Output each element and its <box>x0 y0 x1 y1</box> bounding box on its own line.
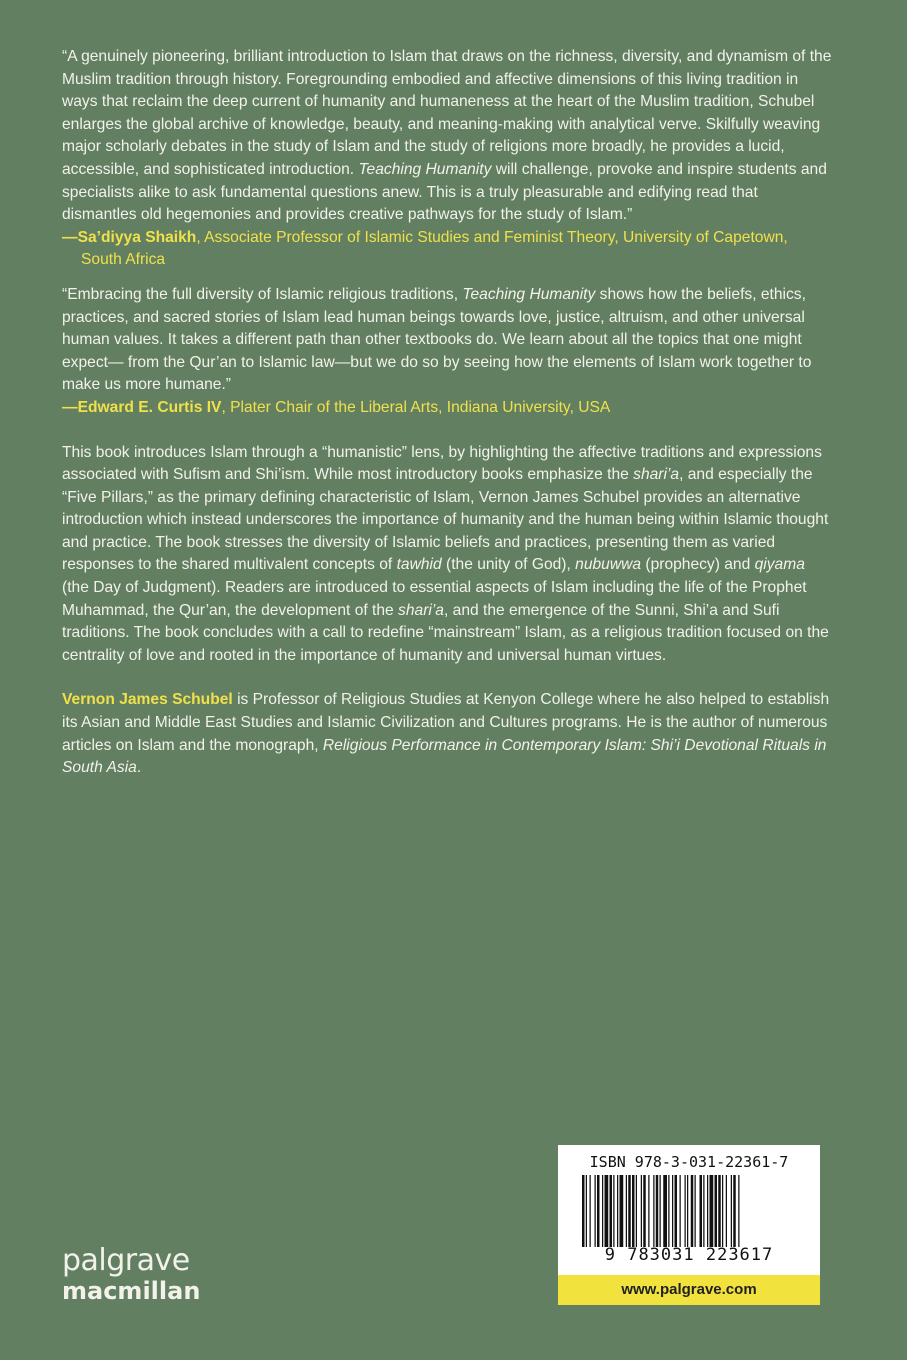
reviewer-name: —Sa’diyya Shaikh <box>62 228 197 246</box>
monograph-title: Religious Performance in Contemporary Islam: Shi’i Devotional Rituals in South Asia <box>62 736 827 777</box>
barcode-digits: 9 783031 223617 <box>604 1245 774 1265</box>
quote-1: “A genuinely pioneering, brilliant introduction to Islam that draws on the richness, diversity, and dynamism of the Muslim tradition through history. Foregrounding embodied and affective dimensions of this living tradition in ways that reclaim the deep current of humanity and humaneness at the heart of the Muslim tradition, Schubel enlarges the global archive of knowledge, beauty, and meaning-making with analytical verve. Skilfully weaving major scholarly debates in the study of Islam and the study of religions more broadly, he provides a lucid, accessible, and sophisticated introduction. Teaching Humanity will challenge, provoke and inspire students and specialists alike to ask fundamental questions anew. This is a truly pleasurable and edifying read that dismantles old hegemonies and provides creative pathways for the study of Islam.” <box>62 48 832 224</box>
quote-1-attribution <box>62 227 832 272</box>
author-bio: Vernon James Schubel is Professor of Religious Studies at Kenyon College where he also helped to establish its Asian and Middle East Studies and Islamic Civilization and Cultures programs. He is the author of numerous articles on Islam and the monograph, Religious Performance in Contemporary Islam: Shi’i Devotional Rituals in South Asia. <box>62 691 830 777</box>
reviewer-title: , Plater Chair of the Liberal Arts, Indiana University, USA <box>221 398 611 416</box>
quote-2-attribution <box>62 397 832 420</box>
publisher-logo <box>62 1243 201 1306</box>
author-name: Vernon James Schubel <box>62 691 233 709</box>
publisher-url: www.palgrave.com <box>558 1275 820 1305</box>
publisher-logo-line2: macmillan <box>62 1277 201 1305</box>
back-cover-text <box>62 46 832 780</box>
publisher-logo-line1: palgrave <box>62 1243 190 1278</box>
quote-2: “Embracing the full diversity of Islamic religious traditions, Teaching Humanity shows how the beliefs, ethics, practices, and sacred stories of Islam lead human beings towards love, justice, altruism, and other universal human values. It takes a different path than other textbooks do. We learn about all the topics that one might expect— from the Qur’an to Islamic law—but we do so by seeing how the elements of Islam work together to make us more humane.” <box>62 285 812 394</box>
book-title-italic: Teaching Humanity <box>462 285 596 303</box>
isbn-label: ISBN 978-3-031-22361-7 <box>589 1153 789 1171</box>
reviewer-name: —Edward E. Curtis IV <box>62 398 222 416</box>
book-description: This book introduces Islam through a “humanistic” lens, by highlighting the affective traditions and expressions associated with Sufism and Shi’ism. While most introductory books emphasize the shari’a, and especially the “Five Pillars,” as the primary defining characteristic of Islam, Vernon James Schubel provides an alternative introduction which instead underscores the importance of humanity and the human being within Islamic thought and practice. The book stresses the diversity of Islamic beliefs and practices, presenting them as varied responses to the shared multivalent concepts of tawhid (the unity of God), nubuwwa (prophecy) and qiyama (the Day of Judgment). Readers are introduced to essential aspects of Islam including the life of the Prophet Muhammad, the Qur’an, the development of the shari’a, and the emergence of the Sunni, Shi’a and Sufi traditions. The book concludes with a call to redefine “mainstream” Islam, as a religious tradition focused on the centrality of love and rooted in the importance of humanity and universal human virtues. <box>62 443 829 664</box>
book-title-italic: Teaching Humanity <box>358 160 492 178</box>
reviewer-title: , Associate Professor of Islamic Studies and Feminist Theory, University of Capetown, South Africa <box>81 228 788 269</box>
barcode-icon <box>582 1175 796 1247</box>
barcode-box <box>558 1145 820 1305</box>
